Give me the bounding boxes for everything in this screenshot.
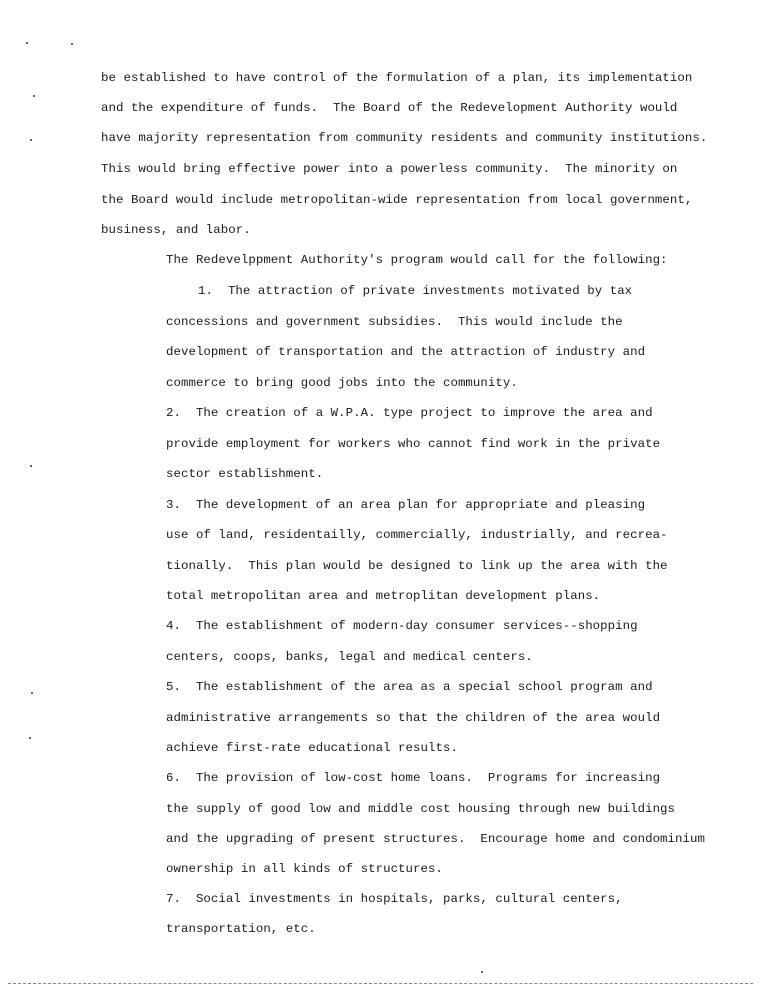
- list-item-1-line: concessions and government subsidies. This would include the: [166, 315, 623, 329]
- list-item-3-start: 3. The development of an area plan for appropriate and pleasing: [166, 498, 646, 512]
- list-item-2-line: sector establishment.: [166, 467, 324, 481]
- body-line: be established to have control of the formulation of a plan, its implementation: [101, 71, 693, 85]
- body-line: business, and labor.: [101, 223, 251, 237]
- list-item-2-start: 2. The creation of a W.P.A. type project to improve the area and: [166, 406, 653, 420]
- list-item-2-line: provide employment for workers who cannot find work in the private: [166, 437, 661, 451]
- body-line: the Board would include metropolitan-wide representation from local government,: [101, 193, 693, 207]
- footer-scan-line: [8, 983, 753, 984]
- scan-speck: [29, 737, 31, 739]
- scan-speck: [71, 43, 73, 45]
- scan-speck: [481, 971, 483, 973]
- list-item-6-line: the supply of good low and middle cost housing through new buildings: [166, 802, 676, 816]
- list-item-3-line: use of land, residentailly, commercially, industrially, and recrea-: [166, 528, 668, 542]
- list-item-6-line: ownership in all kinds of structures.: [166, 862, 443, 876]
- list-item-3-line: tionally. This plan would be designed to link up the area with the: [166, 559, 668, 573]
- program-intro: The Redevelppment Authority's program would call for the following:: [166, 253, 668, 267]
- scan-speck: [30, 465, 32, 467]
- scan-speck: [30, 139, 32, 141]
- list-item-1-line: development of transportation and the attraction of industry and: [166, 345, 646, 359]
- body-line: and the expenditure of funds. The Board of the Redevelopment Authority would: [101, 101, 678, 115]
- list-item-6-start: 6. The provision of low-cost home loans. Programs for increasing: [166, 771, 661, 785]
- list-item-4-line: centers, coops, banks, legal and medical centers.: [166, 650, 533, 664]
- list-item-3-line: total metropolitan area and metroplitan development plans.: [166, 589, 601, 603]
- list-item-5-line: achieve first-rate educational results.: [166, 741, 458, 755]
- list-item-4-start: 4. The establishment of modern-day consumer services--shopping: [166, 619, 638, 633]
- list-item-6-line: and the upgrading of present structures. Encourage home and condominium: [166, 832, 705, 846]
- body-line: have majority representation from community residents and community institutions.: [101, 131, 708, 145]
- list-item-5-line: administrative arrangements so that the children of the area would: [166, 711, 661, 725]
- body-line: This would bring effective power into a powerless community. The minority on: [101, 162, 678, 176]
- list-item-7-line: transportation, etc.: [166, 922, 316, 936]
- list-item-1-start: 1. The attraction of private investments motivated by tax: [198, 284, 633, 298]
- scan-speck: [31, 692, 33, 694]
- scan-speck: [26, 42, 28, 44]
- list-item-7-start: 7. Social investments in hospitals, parks, cultural centers,: [166, 892, 623, 906]
- list-item-5-start: 5. The establishment of the area as a special school program and: [166, 680, 653, 694]
- scan-speck: [33, 95, 35, 97]
- list-item-1-line: commerce to bring good jobs into the community.: [166, 376, 518, 390]
